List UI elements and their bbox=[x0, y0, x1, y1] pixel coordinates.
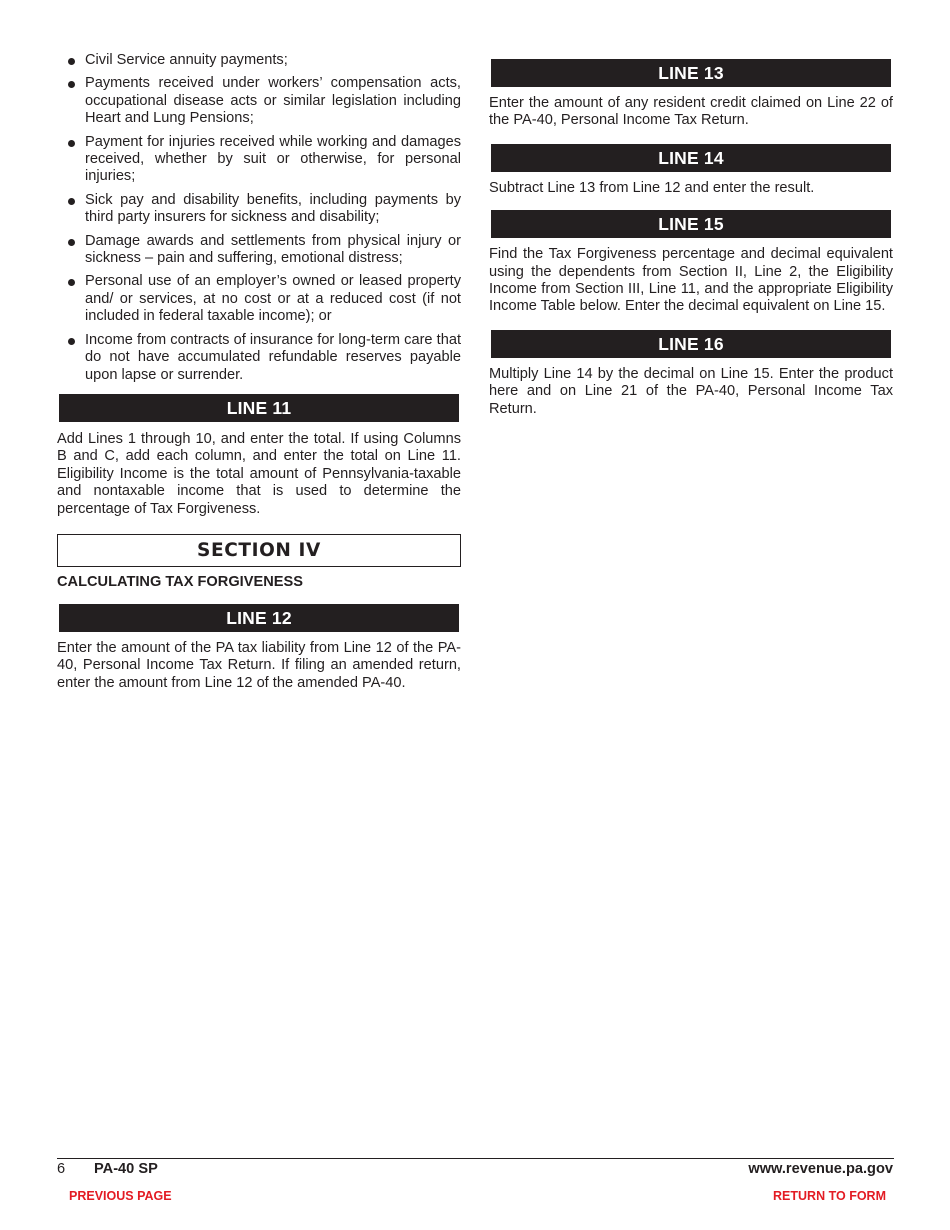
list-item-text: Personal use of an employer’s owned or leased property and/ or services, at no cost or at a reduced cost (if not included in federal taxable income); or bbox=[85, 273, 461, 325]
income-bullet-list bbox=[57, 52, 461, 384]
list-item bbox=[57, 134, 461, 186]
page-number: 6 bbox=[57, 1161, 66, 1177]
line-11-heading: LINE 11 bbox=[59, 394, 459, 422]
line-14-heading: LINE 14 bbox=[491, 144, 891, 172]
left-column bbox=[57, 52, 461, 692]
line-15-heading: LINE 15 bbox=[491, 210, 891, 238]
return-to-form-link[interactable]: RETURN TO FORM bbox=[773, 1189, 886, 1203]
line-15-text: Find the Tax Forgiveness percentage and decimal equivalent using the dependents from Section II, Line 2, the Eligibility Income from Section III, Line 11, and the appropriate Eligibility Income Table below. Enter the decimal equivalent on Line 15. bbox=[489, 246, 893, 315]
list-item bbox=[57, 52, 461, 69]
list-item bbox=[57, 75, 461, 127]
line-13-heading: LINE 13 bbox=[491, 59, 891, 87]
form-name: PA-40 SP bbox=[94, 1161, 158, 1177]
bullet-icon bbox=[68, 58, 75, 65]
bullet-icon bbox=[68, 81, 75, 88]
list-item-text: Damage awards and settlements from physical injury or sickness – pain and suffering, emotional distress; bbox=[85, 232, 461, 267]
line-13-text: Enter the amount of any resident credit claimed on Line 22 of the PA-40, Personal Income Tax Return. bbox=[489, 95, 893, 129]
previous-page-link[interactable]: PREVIOUS PAGE bbox=[69, 1189, 172, 1203]
list-item bbox=[57, 332, 461, 384]
line-14-text: Subtract Line 13 from Line 12 and enter the result. bbox=[489, 179, 815, 196]
line-12-text: Enter the amount of the PA tax liability from Line 12 of the PA-40, Personal Income Tax Return. If filing an amended return, enter the amount from Line 12 of the amended PA-40. bbox=[57, 639, 461, 691]
list-item-text: Payments received under workers’ compensation acts, occupational disease acts or similar legislation including Heart and Lung Pensions; bbox=[85, 75, 461, 127]
list-item bbox=[57, 273, 461, 325]
bullet-icon bbox=[68, 140, 75, 147]
section-iv-heading: SECTION IV bbox=[57, 534, 461, 567]
line-12-heading: LINE 12 bbox=[59, 604, 459, 632]
website-url: www.revenue.pa.gov bbox=[748, 1161, 893, 1177]
bullet-icon bbox=[68, 338, 75, 345]
list-item-text: Sick pay and disability benefits, including payments by third party insurers for sickness and disability; bbox=[85, 191, 461, 226]
list-item bbox=[57, 233, 461, 268]
right-column bbox=[489, 52, 893, 418]
line-11-text: Add Lines 1 through 10, and enter the total. If using Columns B and C, add each column, and enter the total on Line 11. Eligibility Income is the total amount of Pennsylvania-taxable and nontaxable income that is used to determine the percentage of Tax Forgiveness. bbox=[57, 430, 461, 517]
footer-divider bbox=[57, 1158, 894, 1159]
bullet-icon bbox=[68, 198, 75, 205]
bullet-icon bbox=[68, 279, 75, 286]
bullet-icon bbox=[68, 239, 75, 246]
list-item-text: Civil Service annuity payments; bbox=[85, 52, 288, 68]
line-16-heading: LINE 16 bbox=[491, 330, 891, 358]
line-16-text: Multiply Line 14 by the decimal on Line 15. Enter the product here and on Line 21 of the PA-40, Personal Income Tax Return. bbox=[489, 365, 893, 417]
list-item-text: Payment for injuries received while working and damages received, whether by suit or otherwise, for personal injuries; bbox=[85, 133, 461, 185]
list-item-text: Income from contracts of insurance for long-term care that do not have accumulated refundable reserves payable upon lapse or surrender. bbox=[85, 331, 461, 383]
section-iv-subheading: CALCULATING TAX FORGIVENESS bbox=[57, 573, 303, 590]
list-item bbox=[57, 192, 461, 227]
